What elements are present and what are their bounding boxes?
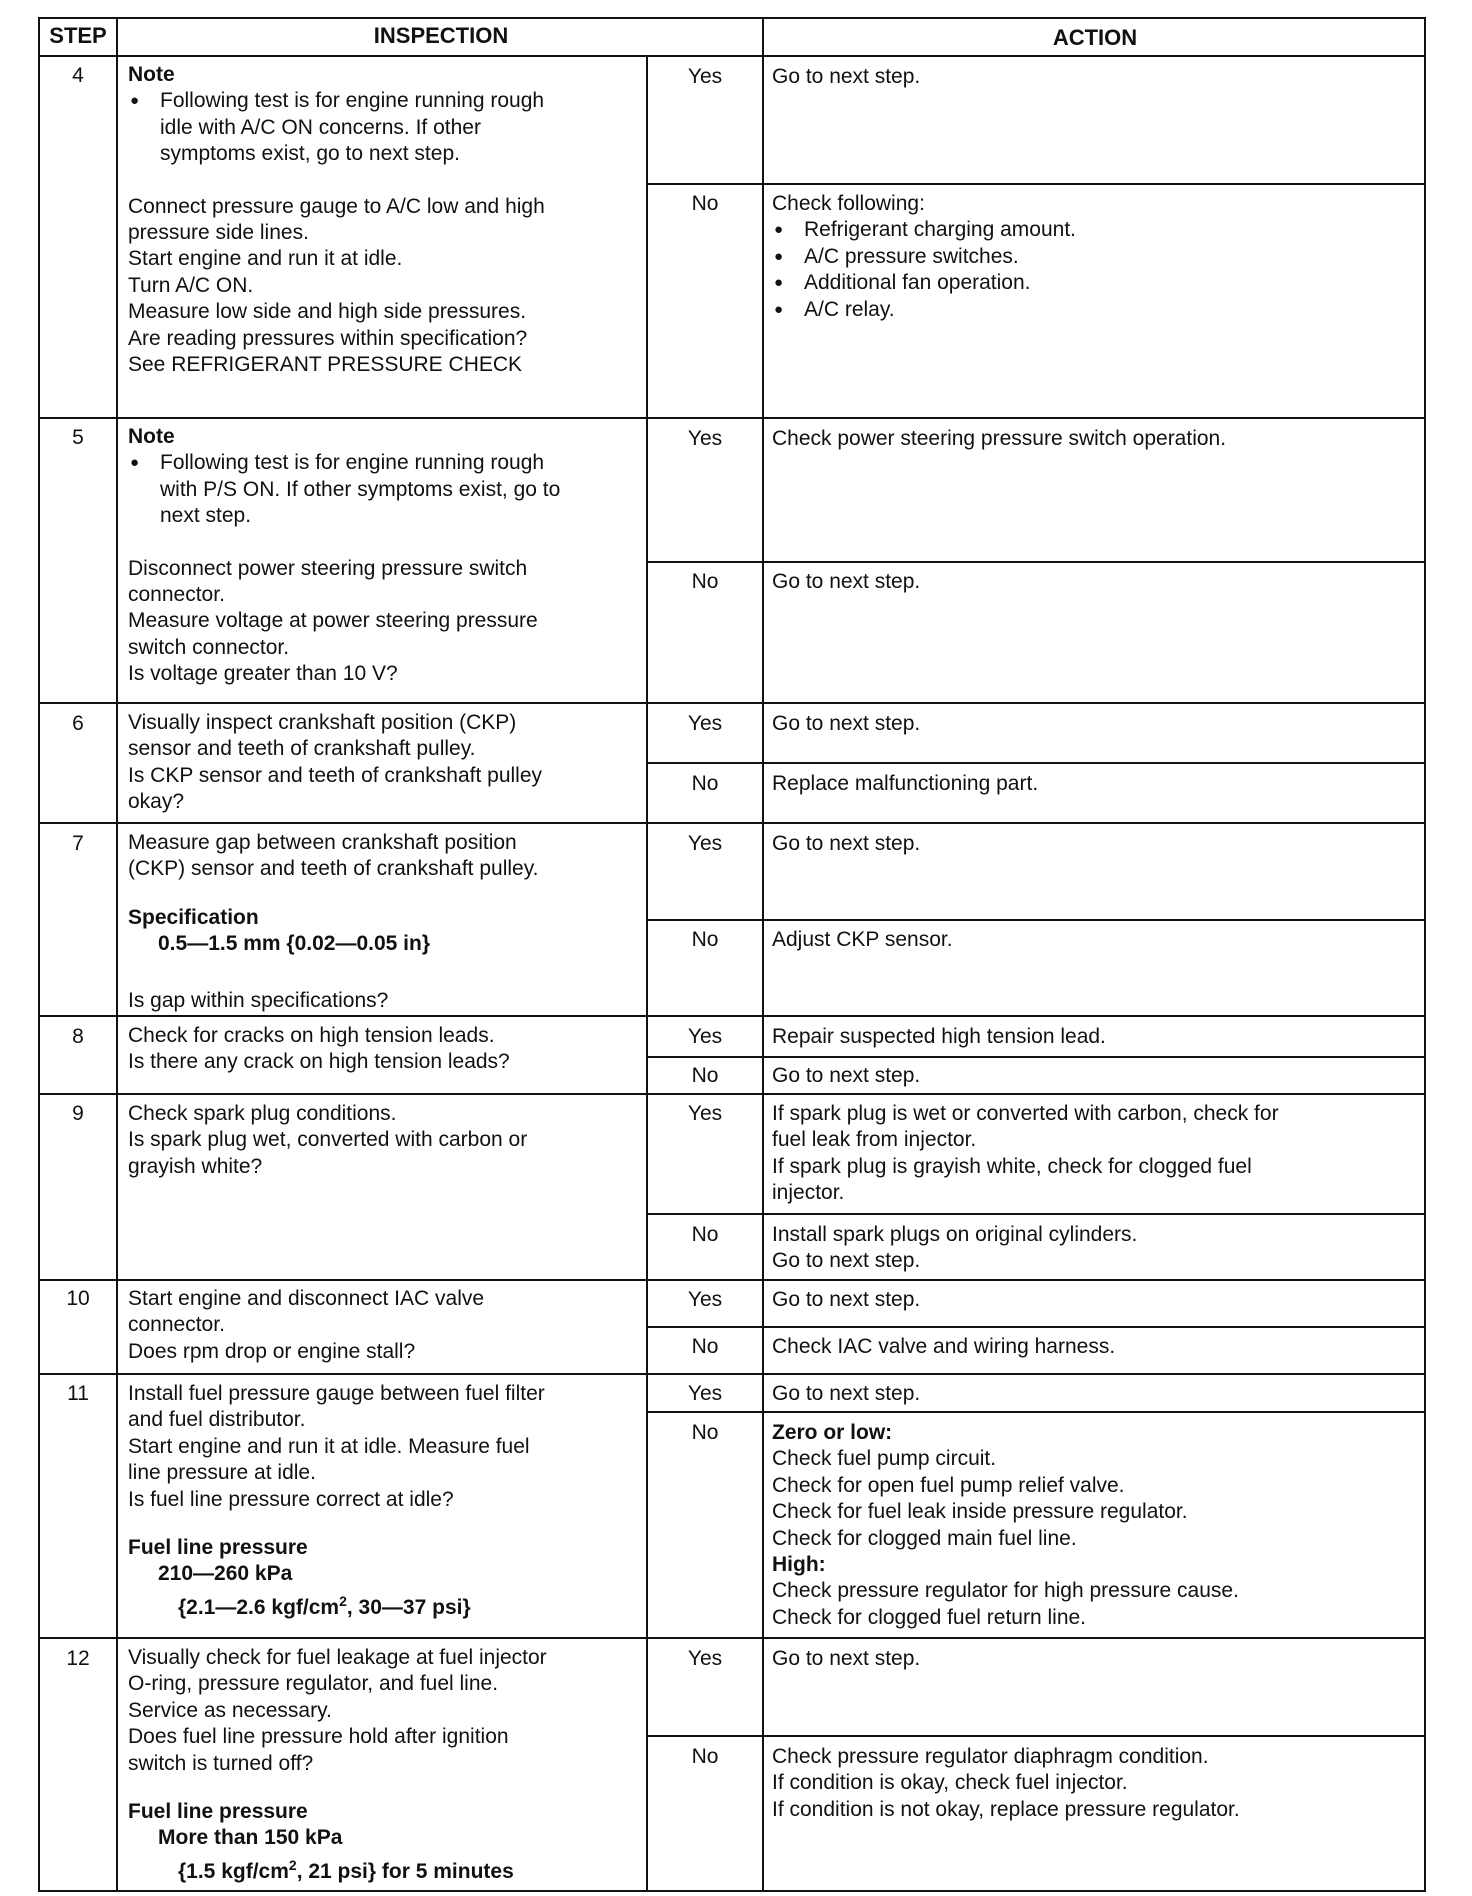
no-label: No — [691, 1745, 719, 1768]
yes-label: Yes — [687, 427, 723, 450]
yes-no-divider — [646, 1213, 1426, 1215]
no-action: Check pressure regulator diaphragm condition. If condition is okay, check fuel injector. If condition is not okay, replace pressure regulator. — [772, 1745, 1240, 1821]
inspection-step-8: Check for cracks on high tension leads. Is there any crack on high tension leads? — [128, 1024, 510, 1074]
yes-no-divider — [646, 919, 1426, 921]
no-action: Check IAC valve and wiring harness. — [772, 1335, 1116, 1358]
step-number: 7 — [72, 832, 84, 855]
spec-sub-value: {2.1—2.6 kgf/$cm^2$, 30—37 psi} — [178, 1592, 471, 1619]
col-divider-step — [116, 17, 118, 1892]
step-number: 10 — [66, 1287, 90, 1310]
header-action: ACTION — [1052, 25, 1138, 50]
step-number: 6 — [72, 712, 84, 735]
yes-action: Go to next step. — [772, 712, 921, 735]
no-label: No — [691, 772, 719, 795]
col-divider-answer — [762, 17, 764, 1892]
inspection-step-4: Note ● Following test is for engine running rough idle with A/C ON concerns. If other symptoms exist, go to next step. Connect pressure gauge to A/C low and high pressure side lines. Start engine and run it at idle. Turn A/C ON. Measure low side and high side pressures. Are reading pressures within specification? See REFRIGERANT PRESSURE CHECK — [128, 62, 638, 378]
spec-title: Specification — [128, 905, 259, 929]
inspection-step-12: Visually check for fuel leakage at fuel injector O-ring, pressure regulator, and fuel line. Service as necessary. Does fuel line pressure hold after ignition switch is turned off? Fuel line pressure More than 150 kPa {1.5 kgf/$cm^2$, 21 psi} for 5 minutes — [128, 1645, 638, 1885]
yes-label: Yes — [687, 832, 723, 855]
step-number: 8 — [72, 1025, 84, 1048]
yes-no-divider — [646, 183, 1426, 185]
yes-action: Go to next step. — [772, 1647, 921, 1670]
yes-label: Yes — [687, 712, 723, 735]
row-divider — [38, 55, 1426, 57]
yes-no-divider — [646, 762, 1426, 764]
no-action: Check following: ● Refrigerant charging amount. ● A/C pressure switches. ● Additional fan operation. ● A/C relay. — [772, 191, 1408, 323]
yes-action: Go to next step. — [772, 65, 921, 88]
yes-action: Go to next step. — [772, 832, 921, 855]
no-label: No — [691, 928, 719, 951]
step-number: 12 — [66, 1647, 90, 1670]
yes-label: Yes — [687, 1102, 723, 1125]
inspection-step-5: Note ● Following test is for engine running rough with P/S ON. If other symptoms exist, go to next step. Disconnect power steering pressure switch connector. Measure voltage at power steering pressure switch connector. Is voltage greater than 10 V? — [128, 424, 638, 688]
inspection-step-6: Visually inspect crankshaft position (CKP) sensor and teeth of crankshaft pulley. Is CKP sensor and teeth of crankshaft pulley okay? — [128, 711, 543, 814]
zero-low-title: Zero or low: — [772, 1421, 893, 1444]
inspection-step-10: Start engine and disconnect IAC valve connector. Does rpm drop or engine stall? — [128, 1287, 485, 1363]
spec-title: Fuel line pressure — [128, 1800, 308, 1824]
step-number: 4 — [72, 64, 84, 87]
row-divider — [38, 822, 1426, 824]
yes-action: Repair suspected high tension lead. — [772, 1025, 1106, 1048]
no-action: Install spark plugs on original cylinders. Go to next step. — [772, 1223, 1138, 1273]
yes-label: Yes — [687, 1025, 723, 1048]
spec-value: 0.5—1.5 mm {0.02—0.05 in} — [158, 932, 430, 956]
yes-label: Yes — [687, 1288, 723, 1311]
no-action: Go to next step. — [772, 570, 921, 593]
inspection-step-7: Measure gap between crankshaft position (CKP) sensor and teeth of crankshaft pulley. Specification 0.5—1.5 mm {0.02—0.05 in} Is gap within specifications? — [128, 830, 638, 1014]
step-number: 5 — [72, 426, 84, 449]
no-label: No — [691, 1335, 719, 1358]
no-label: No — [691, 192, 719, 215]
yes-action: Go to next step. — [772, 1382, 921, 1405]
row-divider — [38, 417, 1426, 419]
yes-label: Yes — [687, 65, 723, 88]
yes-action: Go to next step. — [772, 1288, 921, 1311]
note-title: Note — [128, 425, 175, 448]
yes-no-divider — [646, 1326, 1426, 1328]
inspection-step-11: Install fuel pressure gauge between fuel filter and fuel distributor. Start engine and run it at idle. Measure fuel line pressure at idle. Is fuel line pressure correct at idle? Fuel line pressure 210—260 kPa {2.1—2.6 kgf/$cm^2$, 30—37 psi} — [128, 1381, 638, 1621]
note-bullet: ● Following test is for engine running rough with P/S ON. If other symptoms exist, go to next step. — [128, 450, 638, 529]
row-divider — [38, 1279, 1426, 1281]
row-divider — [38, 702, 1426, 704]
no-action: Replace malfunctioning part. — [772, 772, 1039, 795]
yes-action: Check power steering pressure switch operation. — [772, 427, 1227, 450]
yes-label: Yes — [687, 1382, 723, 1405]
no-label: No — [691, 1064, 719, 1087]
yes-no-divider — [646, 1056, 1426, 1058]
spec-value: 210—260 kPa — [158, 1562, 293, 1586]
high-title: High: — [772, 1553, 826, 1577]
spec-sub-value: {1.5 kgf/$cm^2$, 21 psi} for 5 minutes — [178, 1856, 514, 1883]
inspection-step-9: Check spark plug conditions. Is spark plug wet, converted with carbon or grayish white? — [128, 1102, 528, 1178]
yes-label: Yes — [687, 1647, 723, 1670]
row-divider — [38, 1015, 1426, 1017]
no-action: Go to next step. — [772, 1064, 921, 1087]
row-divider — [38, 1373, 1426, 1375]
step-number: 9 — [72, 1102, 84, 1125]
yes-no-divider — [646, 1411, 1426, 1413]
note-title: Note — [128, 63, 175, 86]
header-step: STEP — [49, 23, 107, 48]
yes-no-divider — [646, 561, 1426, 563]
no-label: No — [691, 570, 719, 593]
yes-no-divider — [646, 1735, 1426, 1737]
yes-action: If spark plug is wet or converted with carbon, check for fuel leak from injector. If spark plug is grayish white, check for clogged fuel injector. — [772, 1102, 1279, 1205]
no-label: No — [691, 1223, 719, 1246]
row-divider — [38, 1093, 1426, 1095]
note-bullet: ● Following test is for engine running rough idle with A/C ON concerns. If other symptoms exist, go to next step. — [128, 88, 638, 167]
no-action: Adjust CKP sensor. — [772, 928, 953, 951]
header-inspection: INSPECTION — [373, 23, 509, 48]
no-action: Zero or low: Check fuel pump circuit. Check for open fuel pump relief valve. Check for fuel leak inside pressure regulator. Check for clogged main fuel line. High: Check pressure regulator for high pressure cause. Check for clogged fuel return line. — [772, 1420, 1408, 1631]
no-label: No — [691, 1421, 719, 1444]
row-divider — [38, 1637, 1426, 1639]
spec-value: More than 150 kPa — [158, 1826, 343, 1850]
col-divider-yesno — [646, 56, 648, 1892]
step-number: 11 — [67, 1382, 89, 1405]
spec-title: Fuel line pressure — [128, 1536, 308, 1560]
